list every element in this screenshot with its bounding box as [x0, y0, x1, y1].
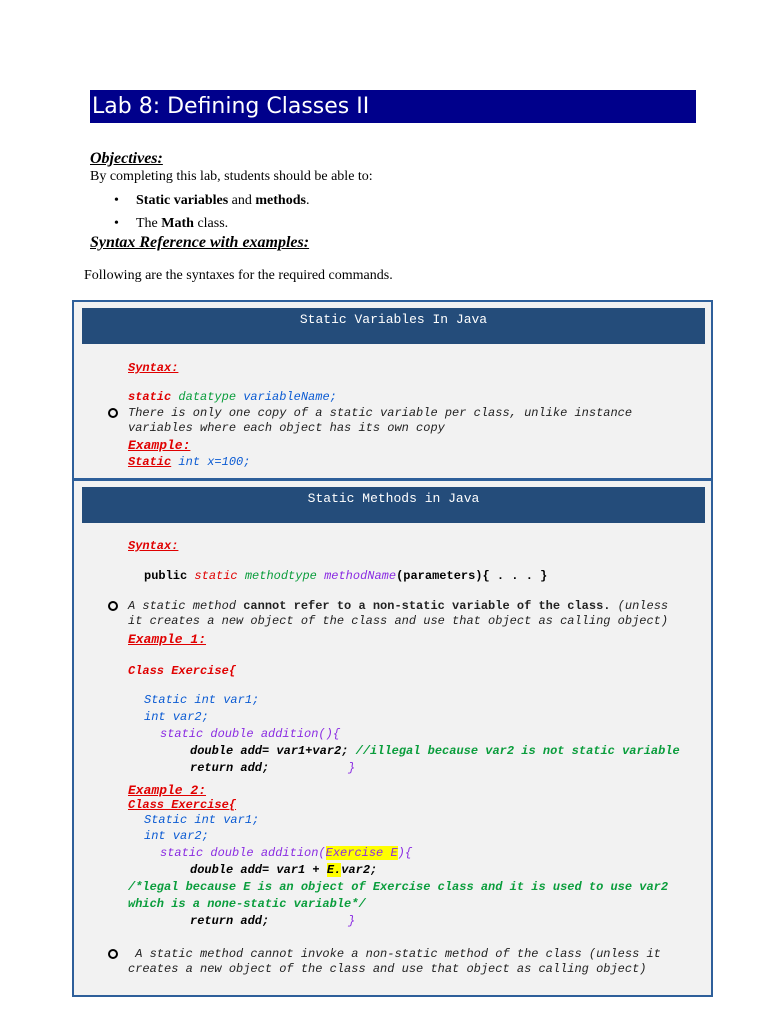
ex2-method: static double addition(Exercise E){ [160, 846, 413, 860]
ex1-var2: int var2; [144, 710, 209, 724]
ex1-brace: } [348, 761, 356, 775]
ex1-method: static double addition(){ [160, 727, 341, 741]
following-text: Following are the syntaxes for the required commands. [84, 268, 393, 283]
objectives-heading: Objectives: [90, 150, 163, 167]
ex2-add-line: double add= var1 + E.var2; [190, 863, 378, 877]
panel-header: Static Variables In Java [82, 308, 705, 344]
bullet-text-4: creates a new object of the class and use that object as calling object) [128, 962, 647, 976]
syntax-heading: Syntax Reference with examples: [90, 234, 310, 251]
ex1-add-line: double add= var1+var2; //illegal because var2 is not static variable [190, 744, 680, 758]
example-label: Example: [128, 438, 191, 453]
ex2-brace: } [348, 914, 356, 928]
bullet-circle-icon [108, 949, 118, 959]
syntax-line: public static methodtype methodName(parameters){ . . . } [144, 569, 548, 583]
static-methods-panel [72, 479, 713, 997]
objectives-intro: By completing this lab, students should be able to: [90, 169, 373, 184]
ex2-comment-1: /*legal because E is an object of Exercise class and it is used to use var2 [128, 880, 669, 894]
bullet-circle-icon [108, 601, 118, 611]
objectives-list [110, 189, 309, 235]
ex2-return: return add; [190, 914, 270, 928]
ex1-var1: Static int var1; [144, 693, 260, 707]
example-line: Static int x=100; [128, 455, 251, 469]
lab-title: Lab 8: Defining Classes II [90, 90, 696, 123]
ex1-return: return add; [190, 761, 270, 775]
ex2-comment-2: which is a none-static variable*/ [128, 897, 366, 911]
syntax-line: static datatype variableName; [128, 390, 337, 404]
bullet-text-2: it creates a new object of the class and use that object as calling object) [128, 614, 669, 628]
bullet-circle-icon [108, 408, 118, 418]
bullet-text-3: A static method cannot invoke a non-static method of the class (unless it [128, 947, 661, 961]
bullet-text-1: A static method cannot refer to a non-static variable of the class. (unless [128, 599, 669, 613]
ex2-var2: int var2; [144, 829, 209, 843]
ex2-class-line: Class Exercise{ [128, 798, 237, 812]
ex1-class-line: Class Exercise{ [128, 664, 237, 678]
list-item: • Static variables and methods. [110, 189, 309, 212]
bullet-text-1: There is only one copy of a static variable per class, unlike instance [128, 406, 633, 420]
ex2-var1: Static int var1; [144, 813, 260, 827]
syntax-label: Syntax: [128, 361, 179, 375]
list-item: • The Math class. [110, 212, 309, 235]
bullet-text-2: variables where each object has its own copy [128, 421, 445, 435]
static-variables-panel [72, 300, 713, 480]
example-1-label: Example 1: [128, 632, 207, 647]
panel-header: Static Methods in Java [82, 487, 705, 523]
syntax-label: Syntax: [128, 539, 179, 553]
example-2-label: Example 2: [128, 783, 207, 798]
